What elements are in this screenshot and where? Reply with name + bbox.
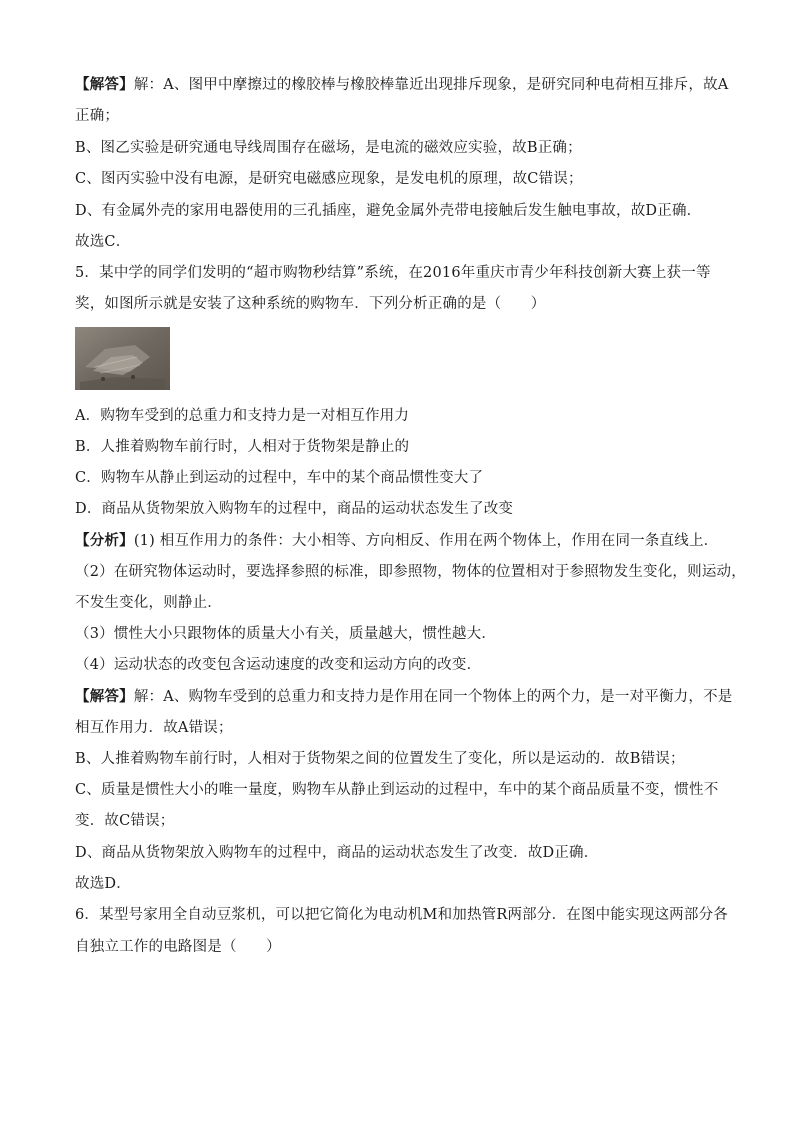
answer2-line-1: [75, 687, 735, 707]
shopping-cart-photo-graphic: [75, 327, 170, 390]
answer2-line-4: C、质量是惯性大小的唯一量度，购物车从静止到运动的过程中，车中的某个商品质量不变，惯性不: [75, 782, 719, 798]
answer2-line-3: B、人推着购物车前行时，人相对于货物架之间的位置发生了变化，所以是运动的．故B错误；: [75, 751, 685, 767]
question-5-line-2: 奖，如图所示就是安装了这种系统的购物车．下列分析正确的是（ ）: [75, 296, 546, 312]
analysis-line-2: （2）在研究物体运动时，要选择参照的标准，即参照物，物体的位置相对于参照物发生变化，则运动，: [75, 564, 746, 580]
analysis-label: 【分析】: [75, 532, 134, 549]
answer-choice-line: 故选C．: [75, 234, 131, 250]
answer-line-5: D、有金属外壳的家用电器使用的三孔插座，避免金属外壳带电接触后发生触电事故，故D正确．: [75, 203, 702, 219]
question-5-line-1: 5．某中学的同学们发明的“超市购物秒结算”系统，在2016年重庆市青少年科技创新大赛上获一等: [75, 265, 711, 281]
answer-label: 【解答】: [75, 76, 134, 93]
answer-line-3: B、图乙实验是研究通电导线周围存在磁场，是电流的磁效应实验，故B正确；: [75, 140, 582, 156]
option-a: A．购物车受到的总重力和支持力是一对相互作用力: [75, 408, 410, 424]
analysis-text: (1) 相互作用力的条件：大小相等、方向相反、作用在两个物体上，作用在同一条直线上．: [133, 533, 719, 549]
answer2-label: 【解答】: [75, 688, 134, 705]
question-6-line-1: 6．某型号家用全自动豆浆机，可以把它简化为电动机M和加热管R两部分．在图中能实现这两部分各: [75, 907, 728, 923]
option-d: D．商品从货物架放入购物车的过程中，商品的运动状态发生了改变: [75, 501, 514, 517]
answer-text: 解：A、图甲中摩擦过的橡胶棒与橡胶棒靠近出现排斥现象，是研究同种电荷相互排斥，故A: [133, 77, 729, 93]
answer-line-4: C、图丙实验中没有电源，是研究电磁感应现象，是发电机的原理，故C错误；: [75, 171, 583, 187]
analysis-line-3: 不发生变化，则静止．: [75, 595, 222, 611]
option-c: C．购物车从静止到运动的过程中，车中的某个商品惯性变大了: [75, 470, 484, 486]
answer2-line-5: 变．故C错误；: [75, 813, 175, 829]
shopping-cart-photo: [75, 327, 170, 390]
analysis-line-5: （4）运动状态的改变包含运动速度的改变和运动方向的改变．: [75, 657, 482, 673]
question-6-line-2: 自独立工作的电路图是（ ）: [75, 939, 281, 955]
answer2-choice-line: 故选D．: [75, 876, 131, 892]
answer2-line-2: 相互作用力．故A错误；: [75, 720, 233, 736]
answer-line-1: [75, 75, 735, 95]
analysis-line-1: [75, 531, 735, 551]
option-b: B．人推着购物车前行时，人相对于货物架是静止的: [75, 439, 410, 455]
analysis-line-4: （3）惯性大小只跟物体的质量大小有关，质量越大，惯性越大．: [75, 626, 497, 642]
answer2-text: 解：A、购物车受到的总重力和支持力是作用在同一个物体上的两个力，是一对平衡力，不是: [133, 689, 733, 705]
answer2-line-6: D、商品从货物架放入购物车的过程中，商品的运动状态发生了改变．故D正确．: [75, 845, 599, 861]
answer-line-2: 正确；: [75, 108, 120, 124]
